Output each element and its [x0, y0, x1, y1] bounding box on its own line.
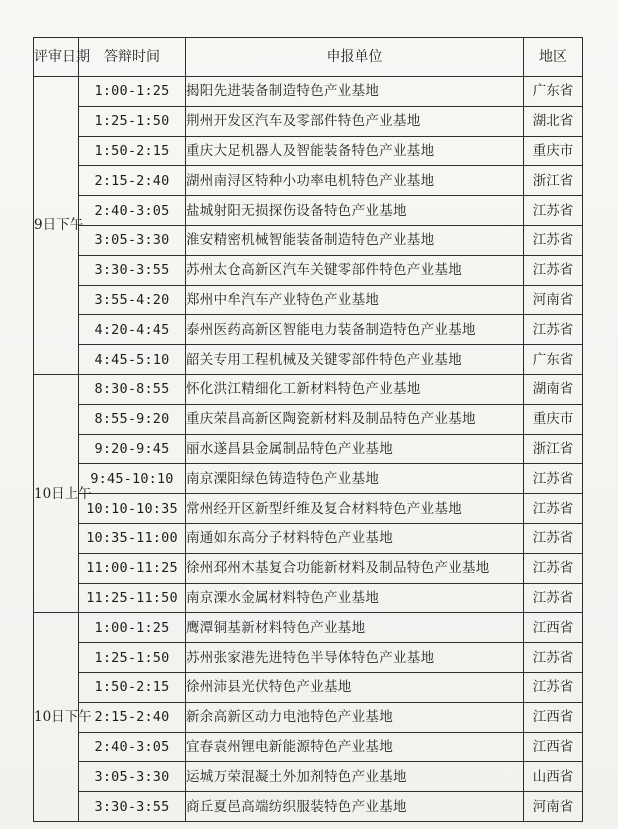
- table-row: [34, 494, 583, 524]
- table-row: [34, 345, 583, 375]
- region-cell: 重庆市: [524, 404, 583, 434]
- unit-cell: 鹰潭铜基新材料特色产业基地: [186, 613, 524, 643]
- unit-cell: 南京溧阳绿色铸造特色产业基地: [186, 464, 524, 494]
- unit-cell: 揭阳先进装备制造特色产业基地: [186, 77, 524, 107]
- review-date-cell: 10日下午: [34, 613, 79, 822]
- region-cell: 江西省: [524, 702, 583, 732]
- region-cell: 江苏省: [524, 643, 583, 673]
- unit-cell: 重庆荣昌高新区陶瓷新材料及制品特色产业基地: [186, 404, 524, 434]
- table-row: [34, 464, 583, 494]
- time-cell: 8:55-9:20: [79, 404, 186, 434]
- unit-cell: 泰州医药高新区智能电力装备制造特色产业基地: [186, 315, 524, 345]
- header-region: 地区: [524, 38, 583, 77]
- region-cell: 浙江省: [524, 434, 583, 464]
- unit-cell: 新余高新区动力电池特色产业基地: [186, 702, 524, 732]
- region-cell: 广东省: [524, 77, 583, 107]
- time-cell: 3:05-3:30: [79, 225, 186, 255]
- time-cell: 2:40-3:05: [79, 196, 186, 226]
- time-cell: 8:30-8:55: [79, 374, 186, 404]
- table-row: [34, 196, 583, 226]
- unit-cell: 常州经开区新型纤维及复合材料特色产业基地: [186, 494, 524, 524]
- region-cell: 江苏省: [524, 494, 583, 524]
- time-cell: 11:00-11:25: [79, 553, 186, 583]
- table-row: [34, 672, 583, 702]
- unit-cell: 徐州沛县光伏特色产业基地: [186, 672, 524, 702]
- unit-cell: 丽水遂昌县金属制品特色产业基地: [186, 434, 524, 464]
- region-cell: 江苏省: [524, 225, 583, 255]
- region-cell: 江苏省: [524, 583, 583, 613]
- table-row: [34, 315, 583, 345]
- region-cell: 江苏省: [524, 672, 583, 702]
- region-cell: 江西省: [524, 732, 583, 762]
- unit-cell: 运城万荣混凝土外加剂特色产业基地: [186, 762, 524, 792]
- region-cell: 江苏省: [524, 255, 583, 285]
- time-cell: 1:00-1:25: [79, 613, 186, 643]
- table-row: [34, 106, 583, 136]
- table-row: [34, 225, 583, 255]
- region-cell: 浙江省: [524, 166, 583, 196]
- time-cell: 3:30-3:55: [79, 792, 186, 822]
- region-cell: 河南省: [524, 285, 583, 315]
- region-cell: 江苏省: [524, 196, 583, 226]
- table-row: [34, 643, 583, 673]
- table-row: [34, 404, 583, 434]
- table-row: [34, 285, 583, 315]
- unit-cell: 荆州开发区汽车及零部件特色产业基地: [186, 106, 524, 136]
- region-cell: 湖南省: [524, 374, 583, 404]
- time-cell: 2:15-2:40: [79, 166, 186, 196]
- region-cell: 重庆市: [524, 136, 583, 166]
- table-row: [34, 255, 583, 285]
- time-cell: 9:45-10:10: [79, 464, 186, 494]
- time-cell: 1:25-1:50: [79, 643, 186, 673]
- unit-cell: 淮安精密机械智能装备制造特色产业基地: [186, 225, 524, 255]
- time-cell: 2:40-3:05: [79, 732, 186, 762]
- region-cell: 湖北省: [524, 106, 583, 136]
- time-cell: 1:25-1:50: [79, 106, 186, 136]
- time-cell: 1:50-2:15: [79, 136, 186, 166]
- unit-cell: 苏州太仓高新区汽车关键零部件特色产业基地: [186, 255, 524, 285]
- time-cell: 3:30-3:55: [79, 255, 186, 285]
- table-row: [34, 583, 583, 613]
- region-cell: 江西省: [524, 613, 583, 643]
- table-row: [34, 792, 583, 822]
- table-row: [34, 702, 583, 732]
- header-unit: 申报单位: [186, 38, 524, 77]
- unit-cell: 商丘夏邑高端纺织服装特色产业基地: [186, 792, 524, 822]
- review-date-cell: 9日下午: [34, 77, 79, 375]
- table-row: [34, 732, 583, 762]
- region-cell: 江苏省: [524, 464, 583, 494]
- unit-cell: 南通如东高分子材料特色产业基地: [186, 523, 524, 553]
- region-cell: 广东省: [524, 345, 583, 375]
- unit-cell: 韶关专用工程机械及关键零部件特色产业基地: [186, 345, 524, 375]
- table-body: [34, 77, 583, 822]
- unit-cell: 郑州中牟汽车产业特色产业基地: [186, 285, 524, 315]
- table-row: [34, 762, 583, 792]
- header-date: 评审日期: [34, 38, 79, 77]
- time-cell: 10:10-10:35: [79, 494, 186, 524]
- region-cell: 江苏省: [524, 523, 583, 553]
- unit-cell: 宜春袁州锂电新能源特色产业基地: [186, 732, 524, 762]
- time-cell: 4:45-5:10: [79, 345, 186, 375]
- time-cell: 3:05-3:30: [79, 762, 186, 792]
- region-cell: 河南省: [524, 792, 583, 822]
- table-row: [34, 166, 583, 196]
- time-cell: 9:20-9:45: [79, 434, 186, 464]
- table-row: [34, 374, 583, 404]
- time-cell: 10:35-11:00: [79, 523, 186, 553]
- table-row: [34, 553, 583, 583]
- time-cell: 3:55-4:20: [79, 285, 186, 315]
- header-row: [34, 38, 583, 77]
- table-row: [34, 136, 583, 166]
- review-date-cell: 10日上午: [34, 374, 79, 612]
- time-cell: 4:20-4:45: [79, 315, 186, 345]
- unit-cell: 苏州张家港先进特色半导体特色产业基地: [186, 643, 524, 673]
- table-row: [34, 613, 583, 643]
- unit-cell: 湖州南浔区特种小功率电机特色产业基地: [186, 166, 524, 196]
- unit-cell: 盐城射阳无损探伤设备特色产业基地: [186, 196, 524, 226]
- time-cell: 11:25-11:50: [79, 583, 186, 613]
- region-cell: 江苏省: [524, 315, 583, 345]
- unit-cell: 徐州邳州木基复合功能新材料及制品特色产业基地: [186, 553, 524, 583]
- region-cell: 江苏省: [524, 553, 583, 583]
- header-time: 答辩时间: [79, 38, 186, 77]
- time-cell: 1:00-1:25: [79, 77, 186, 107]
- unit-cell: 南京溧水金属材料特色产业基地: [186, 583, 524, 613]
- unit-cell: 怀化洪江精细化工新材料特色产业基地: [186, 374, 524, 404]
- unit-cell: 重庆大足机器人及智能装备特色产业基地: [186, 136, 524, 166]
- region-cell: 山西省: [524, 762, 583, 792]
- table-row: [34, 434, 583, 464]
- table-row: [34, 523, 583, 553]
- time-cell: 2:15-2:40: [79, 702, 186, 732]
- table-row: [34, 77, 583, 107]
- time-cell: 1:50-2:15: [79, 672, 186, 702]
- review-schedule-table: [33, 37, 583, 822]
